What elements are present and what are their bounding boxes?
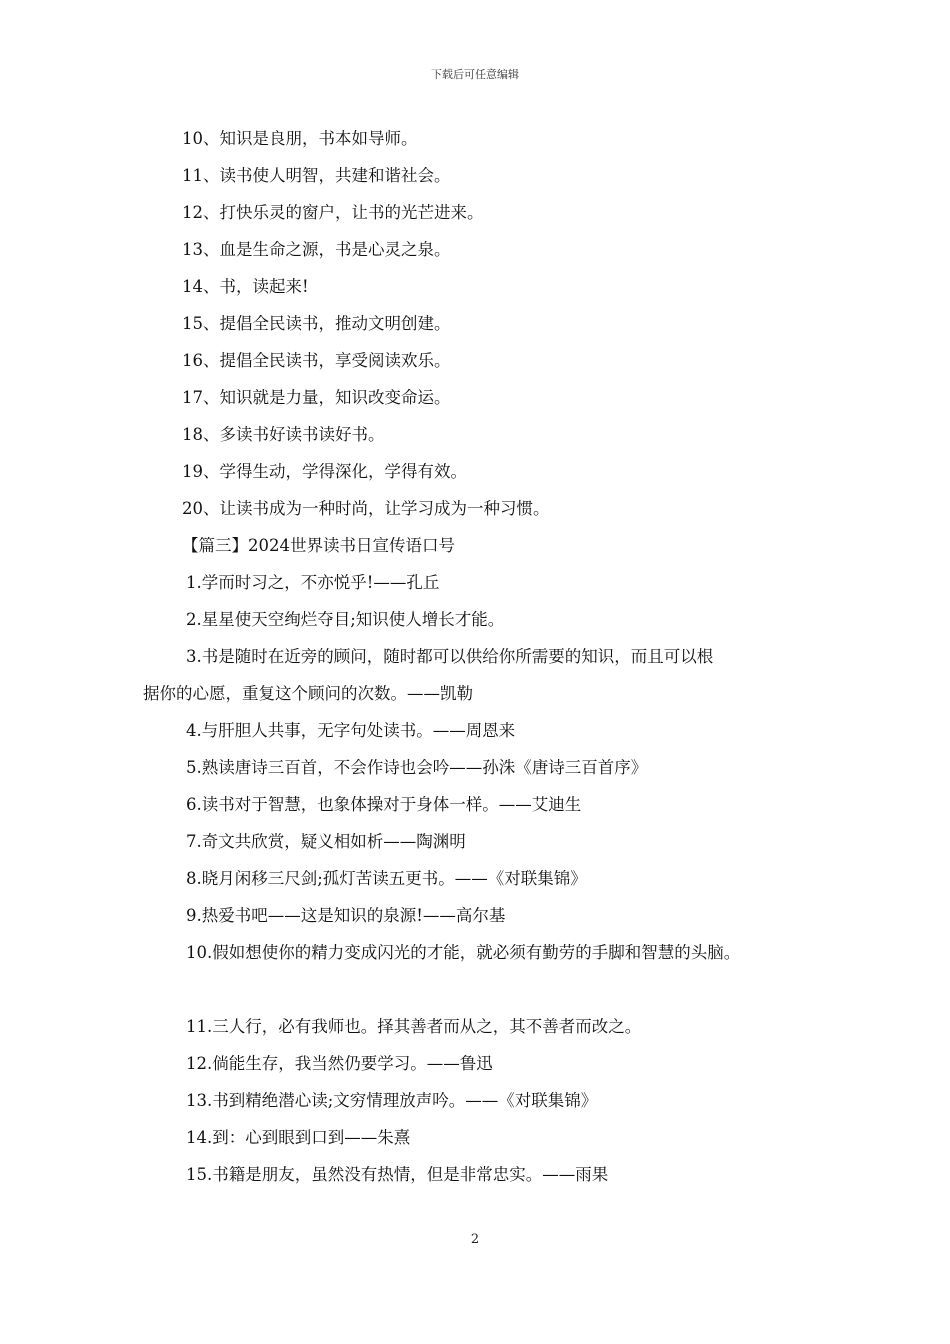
list-item: 20、让读书成为一种时尚，让学习成为一种习惯。 (182, 499, 550, 518)
header-note: 下载后可任意编辑 (431, 68, 519, 81)
quote-item: 14.到：心到眼到口到——朱熹 (186, 1128, 411, 1147)
list-item: 17、知识就是力量，知识改变命运。 (182, 388, 451, 407)
list-item: 11、读书使人明智，共建和谐社会。 (182, 166, 451, 185)
list-item: 13、血是生命之源，书是心灵之泉。 (182, 240, 451, 259)
list-item: 16、提倡全民读书，享受阅读欢乐。 (182, 351, 451, 370)
quote-item: 13.书到精绝潜心读;文穷情理放声吟。——《对联集锦》 (186, 1091, 598, 1110)
quote-item: 11.三人行，必有我师也。择其善者而从之，其不善者而改之。 (186, 1017, 642, 1036)
quote-item: 2.星星使天空绚烂夺目;知识使人增长才能。 (186, 610, 505, 629)
quote-item: 8.晓月闲移三尺剑;孤灯苦读五更书。——《对联集锦》 (186, 869, 587, 888)
page-number: 2 (470, 1232, 480, 1247)
section-title: 【篇三】2024世界读书日宣传语口号 (182, 536, 455, 555)
quote-item: 1.学而时习之，不亦悦乎!——孔丘 (186, 573, 440, 592)
quote-item: 4.与肝胆人共事，无字句处读书。——周恩来 (186, 721, 516, 740)
blank-line (0, 971, 950, 1008)
list-item: 18、多读书好读书读好书。 (182, 425, 385, 444)
list-item: 19、学得生动，学得深化，学得有效。 (182, 462, 467, 481)
quote-item: 12.倘能生存，我当然仍要学习。——鲁迅 (186, 1054, 493, 1073)
list-item: 14、书，读起来! (182, 277, 309, 296)
document-body (0, 120, 950, 1193)
quote-item: 15.书籍是朋友，虽然没有热情，但是非常忠实。——雨果 (186, 1165, 609, 1184)
quote-item: 3.书是随时在近旁的顾问，随时都可以供给你所需要的知识，而且可以根 (186, 647, 714, 666)
list-item: 15、提倡全民读书，推动文明创建。 (182, 314, 451, 333)
quote-item: 7.奇文共欣赏，疑义相如析——陶渊明 (186, 832, 466, 851)
quote-item-continuation: 据你的心愿，重复这个顾问的次数。——凯勒 (143, 684, 473, 703)
quote-item: 10.假如想使你的精力变成闪光的才能，就必须有勤劳的手脚和智慧的头脑。 (186, 943, 741, 962)
quote-item: 9.热爱书吧——这是知识的泉源!——高尔基 (186, 906, 506, 925)
list-item: 12、打快乐灵的窗户，让书的光芒进来。 (182, 203, 484, 222)
quote-item: 5.熟读唐诗三百首，不会作诗也会吟——孙洙《唐诗三百首序》 (186, 758, 648, 777)
list-item: 10、知识是良朋，书本如导师。 (182, 129, 418, 148)
quote-item: 6.读书对于智慧，也象体操对于身体一样。——艾迪生 (186, 795, 582, 814)
